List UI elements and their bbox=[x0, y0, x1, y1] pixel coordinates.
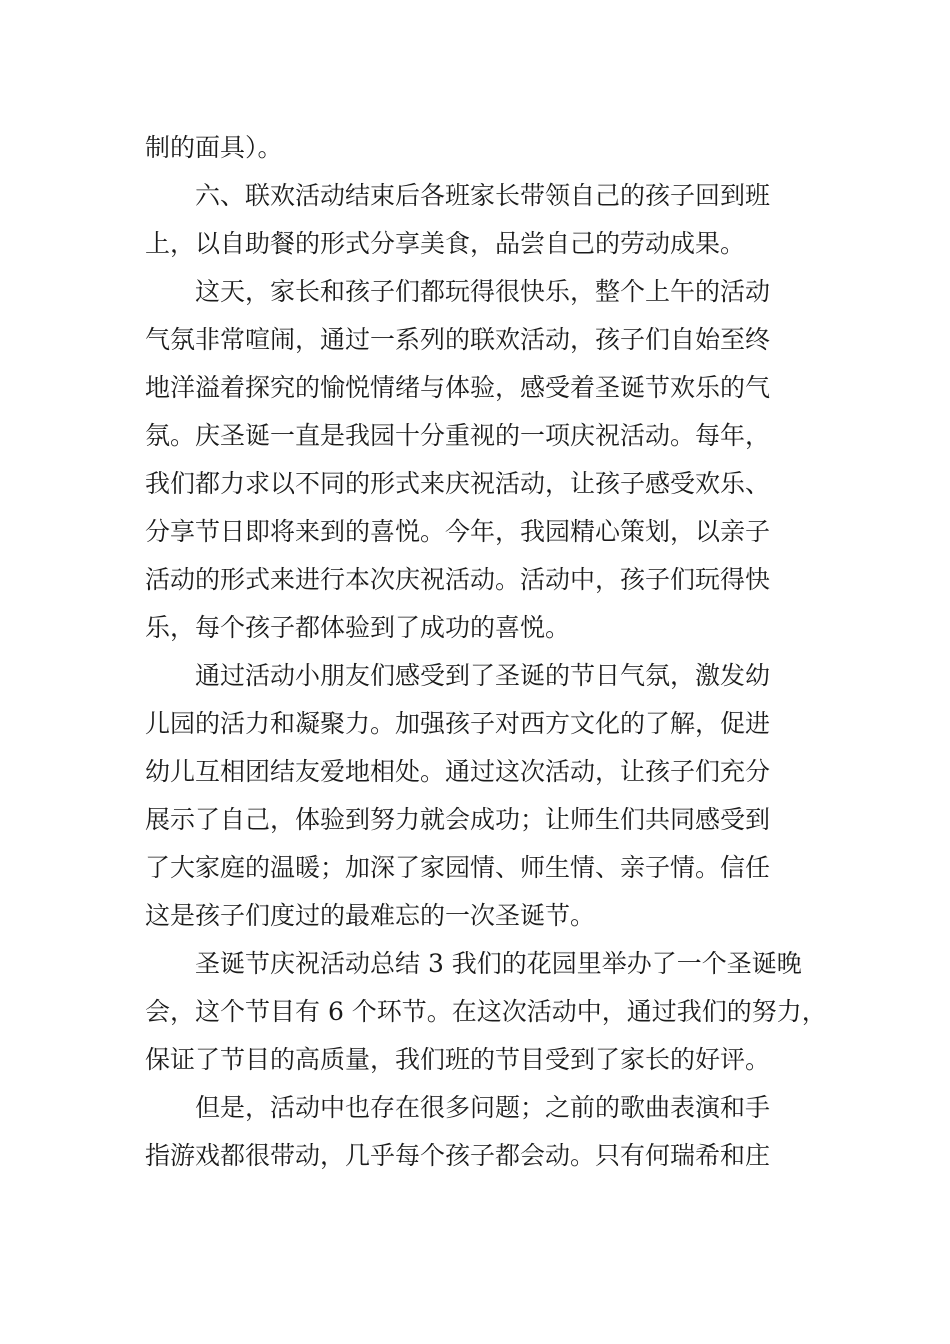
text-line: 气氛非常喧闹，通过一系列的联欢活动，孩子们自始至终 bbox=[145, 325, 771, 354]
text-line: 了大家庭的温暖；加深了家园情、师生情、亲子情。信任 bbox=[145, 853, 771, 882]
text-line: 乐，每个孩子都体验到了成功的喜悦。 bbox=[145, 613, 571, 642]
text-line: 上，以自助餐的形式分享美食，品尝自己的劳动成果。 bbox=[145, 229, 746, 258]
text-line: 地洋溢着探究的愉悦情绪与体验，感受着圣诞节欢乐的气 bbox=[145, 373, 771, 402]
text-line: 圣诞节庆祝活动总结 3 我们的花园里举办了一个圣诞晚 bbox=[145, 949, 802, 978]
text-line: 分享节日即将来到的喜悦。今年，我园精心策划，以亲子 bbox=[145, 517, 771, 546]
text-line: 通过活动小朋友们感受到了圣诞的节日气氛，激发幼 bbox=[145, 661, 771, 690]
text-line: 保证了节目的高质量，我们班的节目受到了家长的好评。 bbox=[145, 1045, 771, 1074]
text-line: 这是孩子们度过的最难忘的一次圣诞节。 bbox=[145, 901, 596, 930]
text-line: 儿园的活力和凝聚力。加强孩子对西方文化的了解，促进 bbox=[145, 709, 771, 738]
text-line: 六、联欢活动结束后各班家长带领自己的孩子回到班 bbox=[145, 181, 771, 210]
text-line: 会，这个节目有 6 个环节。在这次活动中，通过我们的努力， bbox=[145, 997, 827, 1026]
text-line: 这天，家长和孩子们都玩得很快乐，整个上午的活动 bbox=[145, 277, 771, 306]
text-line: 幼儿互相团结友爱地相处。通过这次活动，让孩子们充分 bbox=[145, 757, 771, 786]
text-line: 氛。庆圣诞一直是我园十分重视的一项庆祝活动。每年， bbox=[145, 421, 771, 450]
document-body bbox=[145, 124, 827, 1180]
text-line: 展示了自己，体验到努力就会成功；让师生们共同感受到 bbox=[145, 805, 771, 834]
text-line: 制的面具）。 bbox=[145, 133, 283, 162]
text-line: 活动的形式来进行本次庆祝活动。活动中，孩子们玩得快 bbox=[145, 565, 771, 594]
text-line: 指游戏都很带动，几乎每个孩子都会动。只有何瑞希和庄 bbox=[145, 1141, 771, 1170]
text-line: 我们都力求以不同的形式来庆祝活动，让孩子感受欢乐、 bbox=[145, 469, 771, 498]
text-line: 但是，活动中也存在很多问题；之前的歌曲表演和手 bbox=[145, 1093, 771, 1122]
